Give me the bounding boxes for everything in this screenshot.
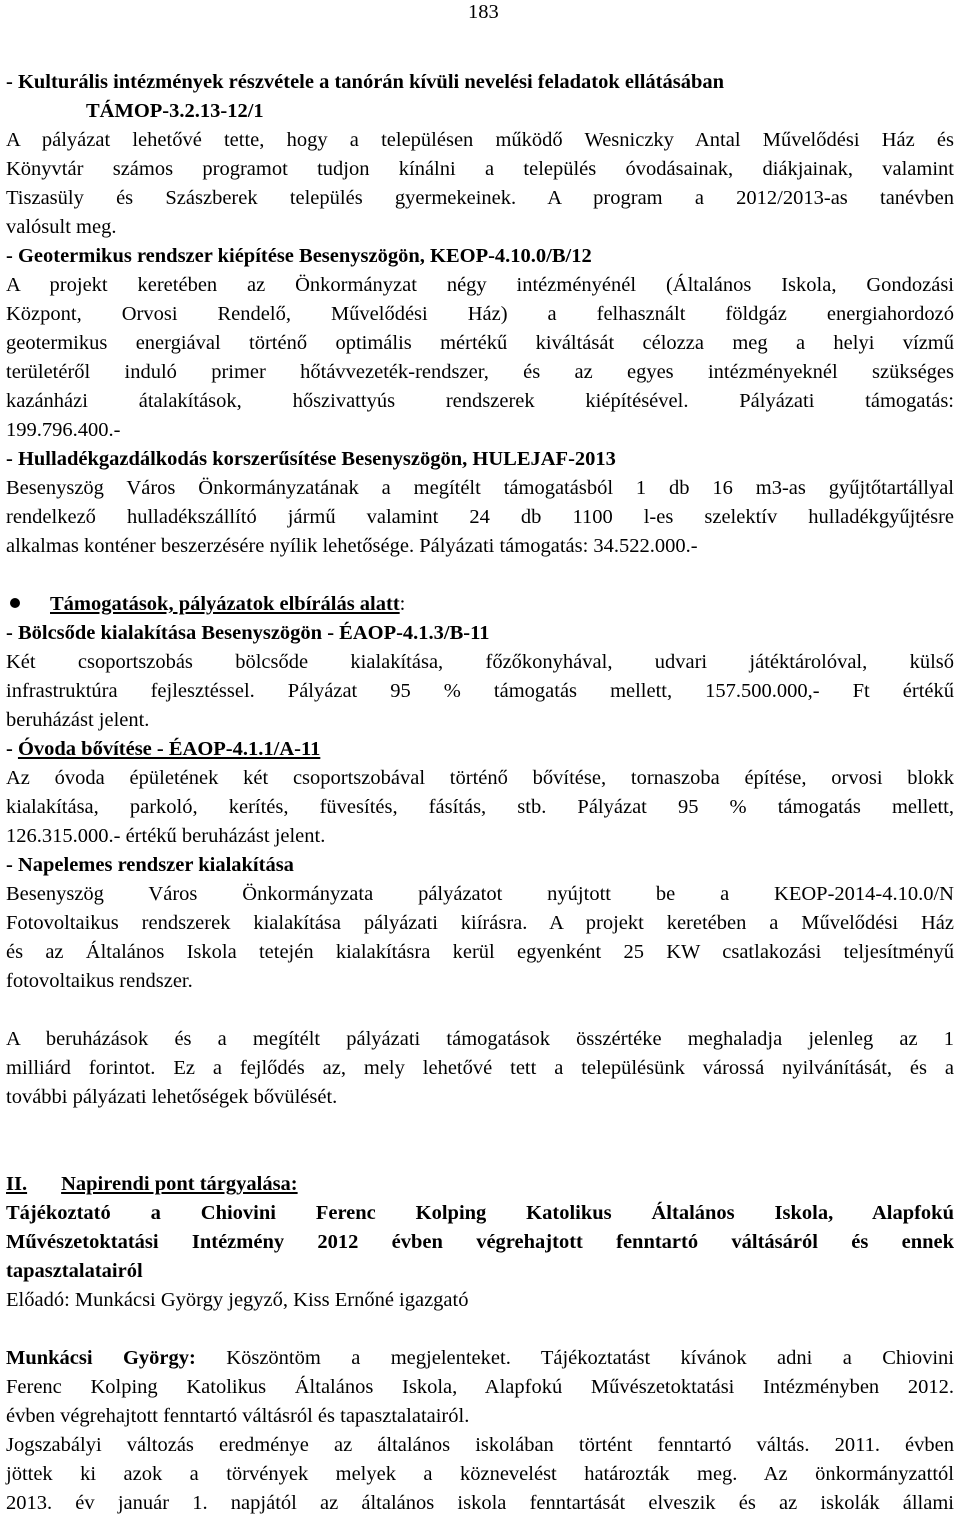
agenda-title: Napirendi pont tárgyalása: (61, 1173, 298, 1195)
agenda-subject-line: tapasztalatairól (6, 1260, 143, 1282)
speech-text: Köszöntöm a megjelenteket. Tájékoztatást kívánok adni a Chiovini (226, 1347, 954, 1369)
section-title-kulturalis: - Kulturális intézmények részvétele a tanórán kívüli nevelési feladatok ellátásában (6, 71, 725, 93)
paragraph-line: kialakítása, parkoló, kerítés, füvesítés, fásítás, stb. Pályázat 95 % támogatás mellett, (6, 796, 954, 818)
section-title-napelem: - Napelemes rendszer kialakítása (6, 854, 294, 876)
paragraph-line: beruházást jelent. (6, 709, 150, 731)
section-title-hulladek: - Hulladékgazdálkodás korszerűsítése Besenyszögön, HULEJAF-2013 (6, 448, 616, 470)
bullet-icon (10, 598, 20, 608)
paragraph-line: és az Általános Iskola tetején kialakításra kerül egyenként 25 KW csatlakozási teljesítményű (6, 941, 954, 963)
speech-line: Jogszabályi változás eredménye az általános iskolában történt fenntartó váltás. 2011. évben (6, 1434, 954, 1456)
paragraph-line: Tiszasüly és Szászberek település gyermekeinek. A program a 2012/2013-as tanévben (6, 187, 954, 209)
paragraph-line: Besenyszög Város Önkormányzatának a megítélt támogatásból 1 db 16 m3-as gyűjtőtartállyal (6, 477, 954, 499)
section-title-tamop: TÁMOP-3.2.13-12/1 (86, 100, 264, 122)
section-title-geotermikus: - Geotermikus rendszer kiépítése Besenyszögön, KEOP-4.10.0/B/12 (6, 245, 592, 267)
section-title-bolcsode: - Bölcsőde kialakítása Besenyszögön - ÉAOP-4.1.3/B-11 (6, 622, 490, 644)
paragraph-line: rendelkező hulladékszállító jármű valamint 24 db 1100 l-es szelektív hulladékgyűjtésre (6, 506, 954, 528)
paragraph-line: Két csoportszobás bölcsőde kialakítása, főzőkonyhával, udvari játéktárolóval, külső (6, 651, 954, 673)
speech-line: 2013. év január 1. napjától az általános iskola fenntartását elveszik és az iskolák állami (6, 1492, 954, 1514)
presenter-line: Előadó: Munkácsi György jegyző, Kiss Ernőné igazgató (6, 1289, 469, 1311)
bullet-heading-colon: : (399, 593, 406, 615)
speaker-name: Munkácsi György: (6, 1347, 196, 1369)
bullet-heading (6, 590, 954, 619)
agenda-heading (6, 1170, 954, 1199)
agenda-subject-line: Művészetoktatási Intézmény 2012 évben végrehajtott fenntartó váltásáról és ennek (6, 1231, 954, 1253)
speech-line: Ferenc Kolping Katolikus Általános Iskola, Alapfokú Művészetoktatási Intézményben 2012. (6, 1376, 954, 1398)
page-number: 183 (468, 1, 499, 23)
speech-line (6, 1344, 954, 1373)
paragraph-line: A beruházások és a megítélt pályázati támogatások összértéke meghaladja jelenleg az 1 (6, 1028, 954, 1050)
paragraph-line: Az óvoda épületének két csoportszobával történő bővítése, tornaszoba építése, orvosi blokk (6, 767, 954, 789)
paragraph-line: kazánházi átalakítások, hőszivattyús rendszerek kiépítésével. Pályázati támogatás: (6, 390, 954, 412)
paragraph-line: Központ, Orvosi Rendelő, Művelődési Ház) a felhasznált földgáz energiahordozó (6, 303, 954, 325)
paragraph-line: Fotovoltaikus rendszerek kialakítása pályázati kiírásra. A projekt keretében a Művelődési Ház (6, 912, 954, 934)
section-title-ovoda (6, 735, 954, 764)
paragraph-line: alkalmas konténer beszerzésére nyílik lehetősége. Pályázati támogatás: 34.522.000.- (6, 535, 698, 557)
speech-line: évben végrehajtott fenntartó váltásról és tapasztalatairól. (6, 1405, 470, 1427)
paragraph-line: geotermikus energiával történő optimális mértékű kiváltását célozza meg a helyi vízmű (6, 332, 954, 354)
section-title-dash: - (6, 738, 18, 760)
paragraph-line: területéről induló primer hőtávvezeték-rendszer, és az egyes intézményeknél szükséges (6, 361, 954, 383)
paragraph-line: Könyvtár számos programot tudjon kínálni a település óvodásainak, diákjainak, valamint (6, 158, 954, 180)
section-title-ovoda-text: Óvoda bővítése - ÉAOP-4.1.1/A-11 (17, 738, 321, 760)
paragraph-line: A pályázat lehetővé tette, hogy a településen működő Wesniczky Antal Művelődési Ház és (6, 129, 954, 151)
speech-line: jöttek ki azok a törvények melyek a köznevelést határozták meg. Az önkormányzattól (6, 1463, 954, 1485)
paragraph-line: milliárd forintot. Ez a fejlődés az, mely lehetővé tett a településünk várossá nyilvánítását, és a (6, 1057, 954, 1079)
agenda-subject-line: Tájékoztató a Chiovini Ferenc Kolping Katolikus Általános Iskola, Alapfokú (6, 1202, 954, 1224)
paragraph-line: infrastruktúra fejlesztéssel. Pályázat 95 % támogatás mellett, 157.500.000,- Ft értékű (6, 680, 954, 702)
paragraph-line: Besenyszög Város Önkormányzata pályázatot nyújtott be a KEOP-2014-4.10.0/N (6, 883, 954, 905)
bullet-heading-text: Támogatások, pályázatok elbírálás alatt (50, 593, 400, 615)
paragraph-line: 199.796.400.- (6, 419, 121, 441)
paragraph-line: további pályázati lehetőségek bővülését. (6, 1086, 338, 1108)
paragraph-line: valósult meg. (6, 216, 117, 238)
paragraph-line: A projekt keretében az Önkormányzat négy intézményénél (Általános Iskola, Gondozási (6, 274, 954, 296)
agenda-number: II. (6, 1173, 28, 1195)
paragraph-line: fotovoltaikus rendszer. (6, 970, 193, 992)
paragraph-line: 126.315.000.- értékű beruházást jelent. (6, 825, 326, 847)
